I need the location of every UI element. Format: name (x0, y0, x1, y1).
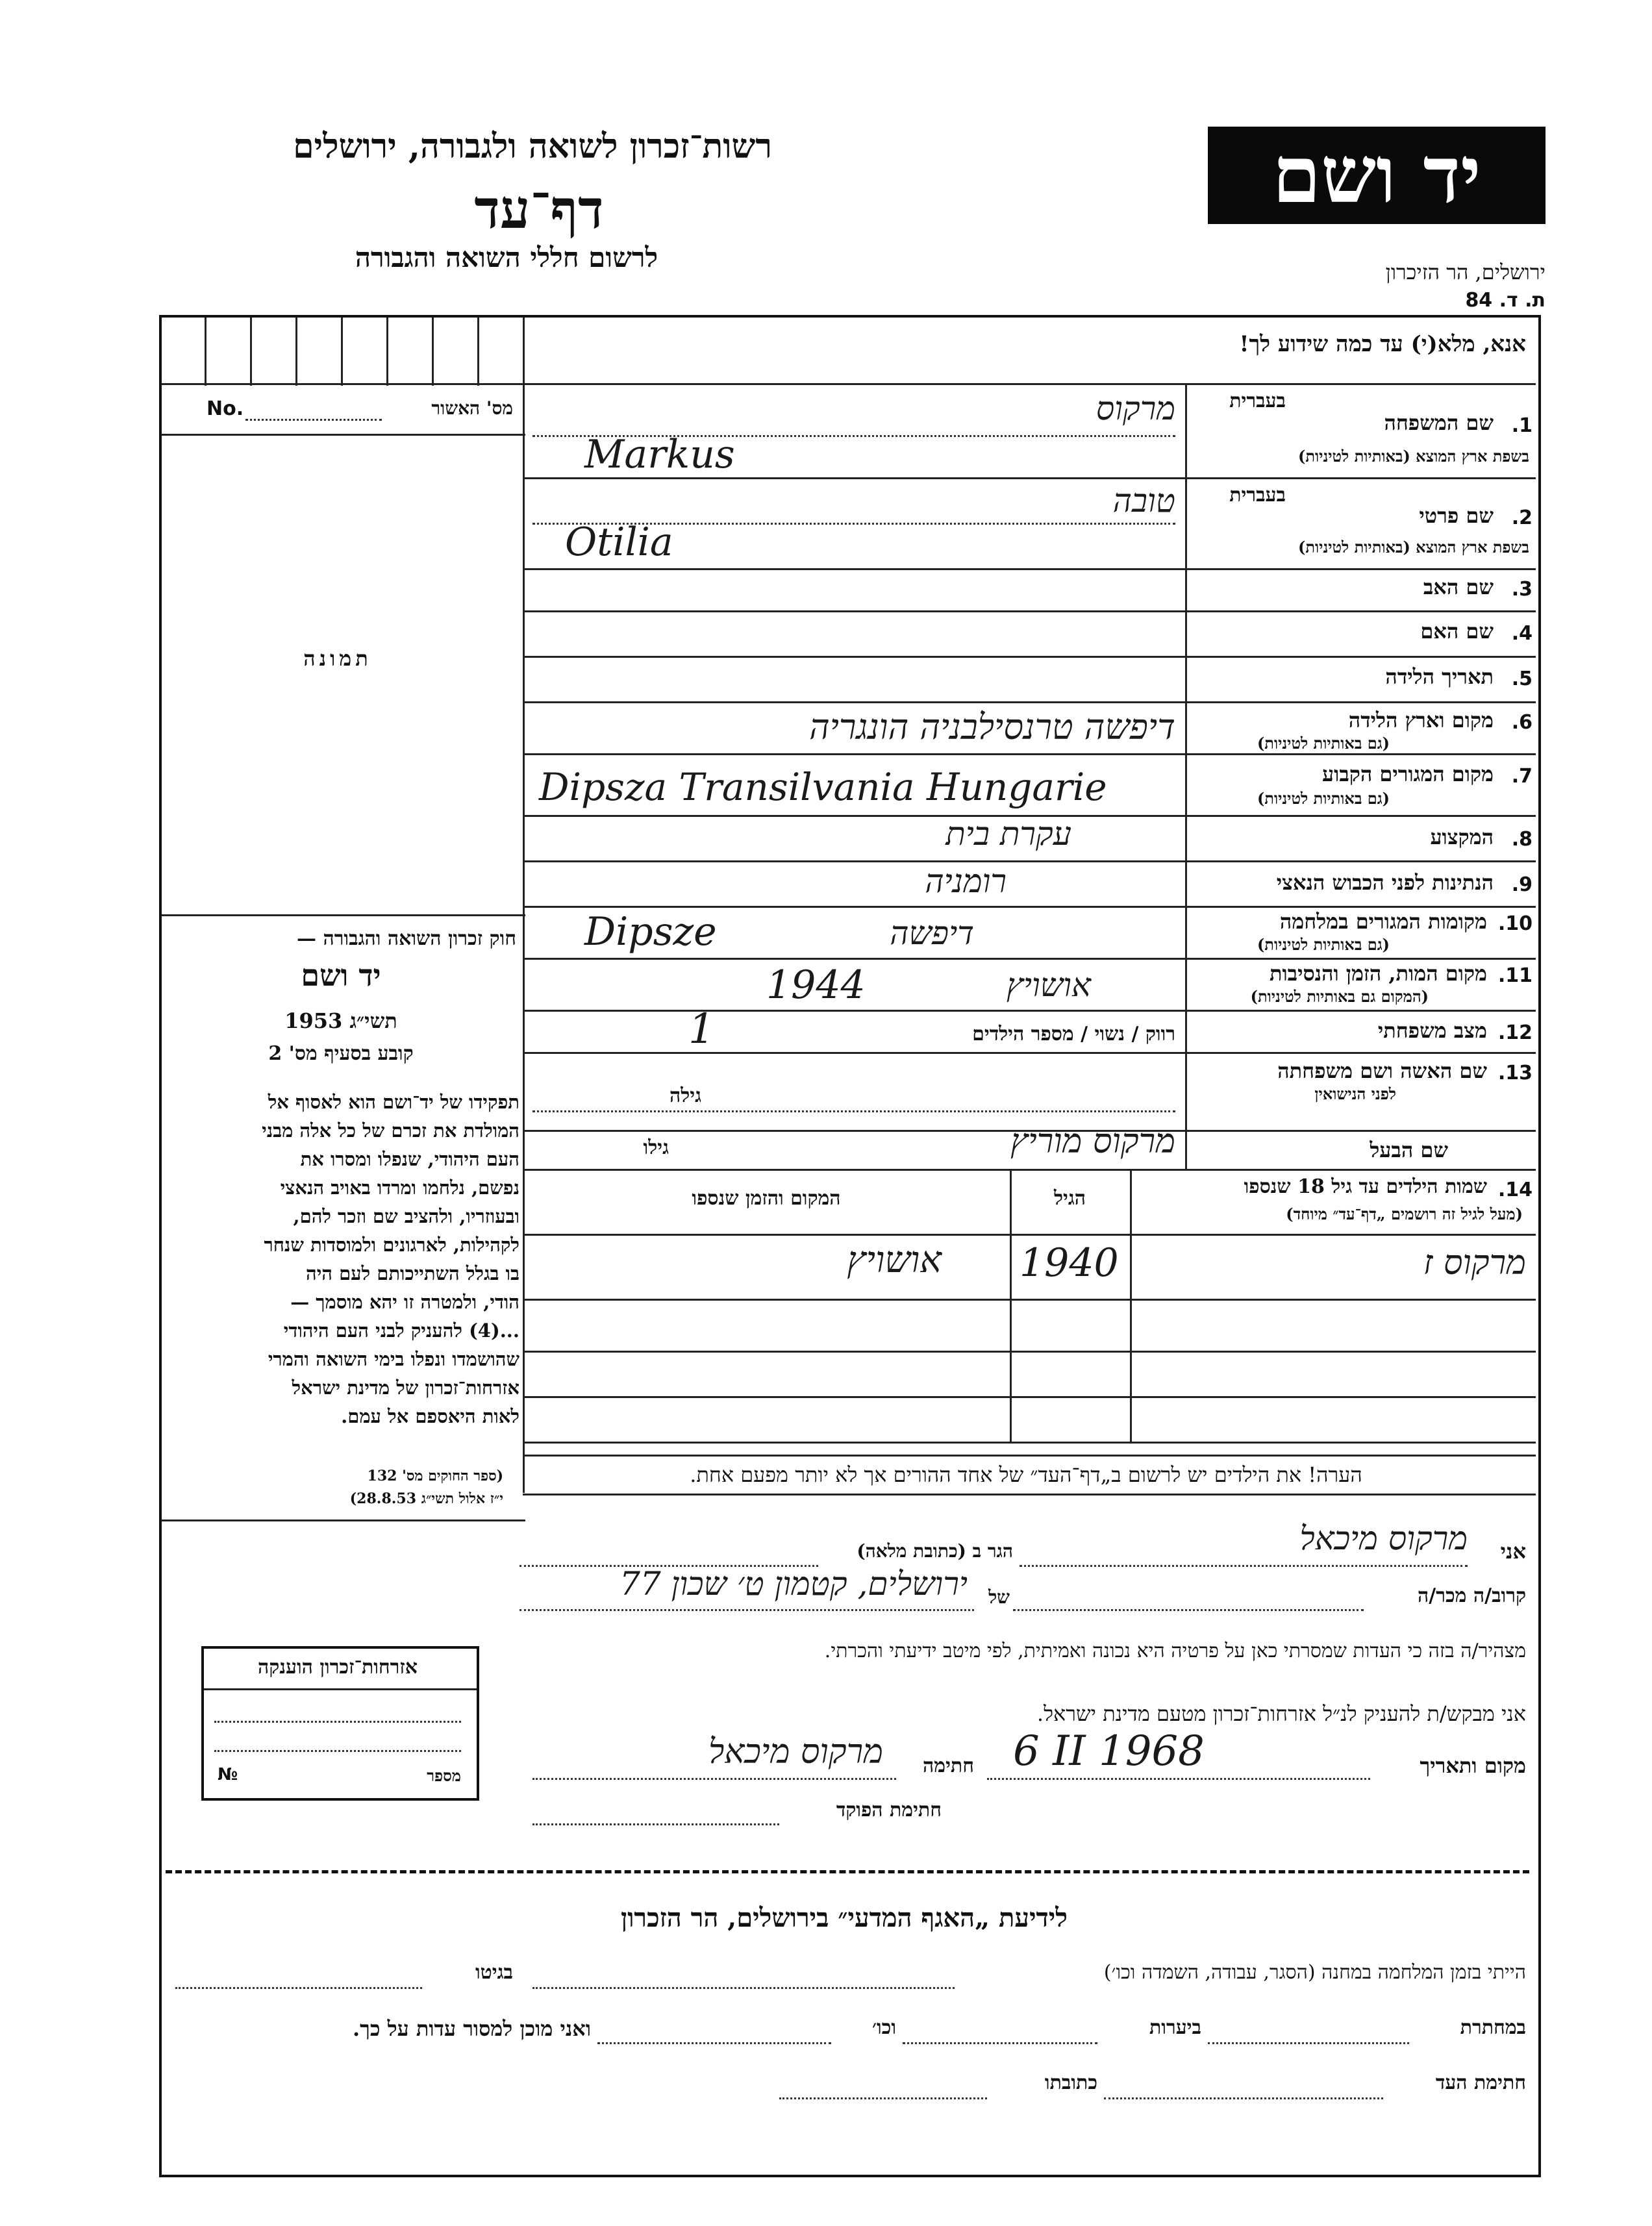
occupation-value: עקרת בית (945, 815, 1071, 853)
law-line: שהושמדו ונפלו בימי השואה והמרי (268, 1348, 519, 1370)
declarant-name-value: מרקוס מיכאל (1299, 1519, 1468, 1557)
field-6-sub: (גם באותיות לטיניות) (1257, 734, 1390, 753)
address: ירושלים, הר הזיכרון (1385, 260, 1546, 284)
field-7-number: 7. (1511, 765, 1533, 788)
field-1-label: שם המשפחה (1384, 410, 1494, 435)
field-9-label: הנתינות לפני הכבוש הנאצי (1276, 870, 1494, 895)
law-section: קובע בסעיף מס' 2 (268, 1042, 414, 1065)
scientific-dept-title: לידיעת „האגף המדעי״ בירושלים, הר הזכרון (621, 1903, 1068, 1933)
law-line: תפקידו של יד־ושם הוא לאסוף אל (268, 1091, 519, 1113)
field-14-sub: (מעל לגיל זה רושמים „דף־עד״ מיוחד) (1286, 1205, 1523, 1223)
husband-label: שם הבעל (1370, 1138, 1448, 1162)
witness-address-label: כתובתו (1044, 2071, 1097, 2094)
field-7-label: מקום המגורים הקבוע (1322, 762, 1494, 786)
law-line: אזרחות־זכרון של מדינת ישראל (292, 1377, 519, 1399)
number-label: No. (206, 397, 244, 420)
official-signature-label: חתימת הפוקד (836, 1799, 942, 1821)
field-4-label: שם האם (1420, 619, 1494, 644)
field-1-sub-latin: בשפת ארץ המוצא (באותיות לטיניות) (1298, 447, 1529, 466)
field-5-label: תאריך הלידה (1385, 664, 1494, 689)
signature-value: מרקוס מיכאל (708, 1732, 883, 1771)
field-3-number: 3. (1511, 578, 1533, 601)
law-line: המולדת את זכרם של כל אלה מבני (262, 1119, 519, 1142)
column-age: הגיל (1053, 1187, 1086, 1210)
field-3-label: שם האב (1423, 575, 1494, 599)
place-date-label: מקום ותאריך (1420, 1753, 1526, 1778)
field-13-number: 13. (1497, 1062, 1533, 1084)
child-name-value: מרקוס ז (1423, 1244, 1526, 1282)
field-14-number: 14. (1497, 1179, 1533, 1201)
law-line: הודי, ולמטרה זו יהא מוסמך — (290, 1291, 519, 1313)
law-line: ובעוזריו, ולהציב שם וזכר להם, (293, 1205, 519, 1227)
law-year: תשי״ג 1953 (284, 1008, 397, 1033)
wartime-residence-latin: Dipsze (584, 909, 717, 955)
children-count-value: 1 (688, 1005, 715, 1053)
citizenship-box-title: אזרחות־זכרון הוענקה (257, 1656, 418, 1679)
citizenship-number-label: מספר (427, 1766, 461, 1785)
children-note: הערה! את הילדים יש לרשום ב„דף־העד״ של אחד ההורים אך לא יותר מפעם אחת. (690, 1462, 1362, 1487)
field-8-number: 8. (1511, 828, 1533, 851)
law-title: חוק זכרון השואה והגבורה — (297, 927, 516, 950)
relation-label: קרוב/ה מכר/ה (1418, 1584, 1526, 1607)
field-11-label: מקום המות, הזמן והנסיבות (1269, 961, 1487, 986)
surname-hebrew-value: מרקוס (1095, 390, 1175, 427)
child-year-value: 1940 (1020, 1240, 1119, 1286)
citizenship-request: אני מבקש/ת להעניק לנ״ל אזרחות־זכרון מטעם מדינת ישראל. (1036, 1701, 1526, 1726)
separator (166, 1870, 1529, 1873)
law-date: י״ז אלול תשי״ג 28.8.53) (349, 1490, 503, 1507)
form-subtitle: לרשום חללי השואה והגבורה (355, 242, 658, 273)
given-name-latin-value: Otilia (565, 519, 673, 565)
photo-label: תמונה (303, 646, 372, 671)
field-6-number: 6. (1511, 711, 1533, 734)
birthplace-value: דיפשה טרנסילבניה הונגריה (809, 707, 1175, 747)
death-place-value: אושויץ (1006, 966, 1091, 1004)
of-label: של (988, 1586, 1010, 1608)
field-6-label: מקום וארץ הלידה (1348, 708, 1494, 732)
law-line: ...(4) להעניק לבני העם היהודי (283, 1319, 519, 1342)
field-2-sub-latin: בשפת ארץ המוצא (באותיות לטיניות) (1298, 538, 1529, 556)
field-11-sub: (המקום גם באותיות לטיניות) (1250, 987, 1429, 1006)
field-2-sub-hebrew: בעברית (1229, 484, 1286, 506)
husband-name-value: מרקוס מוריץ (1010, 1122, 1175, 1161)
field-11-number: 11. (1497, 964, 1533, 987)
signature-label: חתימה (923, 1755, 974, 1777)
date-value: 6 II 1968 (1013, 1727, 1205, 1775)
field-12-number: 12. (1497, 1021, 1533, 1044)
law-reference: (ספר החוקים מס' 132 (367, 1468, 503, 1484)
field-9-number: 9. (1511, 873, 1533, 896)
po-box: ת. ד. 84 (1465, 289, 1546, 312)
death-year-value: 1944 (766, 962, 866, 1008)
witness-signature-label: חתימת העד (1435, 2071, 1526, 2094)
field-4-number: 4. (1511, 622, 1533, 645)
ghetto-label: בגיטו (475, 1961, 513, 1984)
law-line: לקהילות, לארגונים ולמוסדות שנחר (264, 1234, 519, 1256)
law-line: העם היהודי, שנפלו ומסרו את (300, 1148, 519, 1170)
field-10-number: 10. (1497, 912, 1533, 935)
declaration-statement: מצהיר/ה בזה כי העדות שמסרתי כאן על פרטיה היא נכונה ואמיתית, לפי מיטב ידיעתי והכרתי. (824, 1640, 1526, 1662)
field-12-label: מצב משפחתי (1377, 1018, 1487, 1043)
marital-status-options: רווק / נשוי / מספר הילדים (972, 1023, 1175, 1045)
camp-line-label: הייתי בזמן המלחמה במחנה (הסגר, עבודה, השמדה וכו׳) (1103, 1961, 1526, 1984)
declarant-label: אני (1500, 1539, 1526, 1564)
field-5-number: 5. (1511, 668, 1533, 690)
field-14-label: שמות הילדים עד גיל 18 שנספו (1244, 1175, 1487, 1198)
field-1-number: 1. (1511, 414, 1533, 437)
residence-address-label: הגר ב (כתובת מלאה) (857, 1540, 1013, 1562)
husband-age-label: גילו (643, 1136, 669, 1159)
law-line: לאות היאספם אל עמם. (341, 1405, 519, 1427)
etc-label: וכו׳ (872, 2016, 896, 2039)
law-line: נפשם, נלחמו ומרדו באויב הנאצי (280, 1177, 519, 1199)
child-place-value: אושויץ (847, 1239, 942, 1281)
authority-name: רשות־זכרון לשואה ולגבורה, ירושלים (293, 127, 772, 166)
address-value: ירושלים, קטמון ט׳ שכון 77 (620, 1565, 968, 1603)
field-1-sub-hebrew: בעברית (1229, 390, 1286, 412)
underground-label: במחתרת (1460, 2016, 1526, 2039)
field-10-label: מקומות המגורים במלחמה (1279, 909, 1487, 934)
willing-to-testify: ואני מוכן למסור עדות על כך. (352, 2016, 591, 2041)
form-title: דף־עד (474, 179, 604, 241)
nationality-value: רומניה (925, 862, 1007, 900)
wartime-residence-hebrew: דיפשה (890, 914, 974, 952)
field-2-number: 2. (1511, 506, 1533, 529)
wife-age-label: גילה (669, 1084, 701, 1107)
law-line: בו בגלל השתייכותם לעם היה (306, 1262, 519, 1284)
forests-label: ביערות (1149, 2016, 1201, 2039)
field-13-label: שם האשה ושם משפחתה (1277, 1058, 1487, 1083)
instruction-text: אנא, מלא(י) עד כמה שידוע לך! (1239, 331, 1526, 357)
field-8-label: המקצוע (1430, 825, 1494, 849)
column-place-time: המקום והזמן שנספו (692, 1187, 841, 1210)
field-13-sub: לפני הנישואין (1314, 1084, 1396, 1103)
approval-number-label: מס' האשור (431, 397, 513, 419)
residence-value: Dipsza Transilvania Hungarie (539, 765, 1107, 809)
given-name-hebrew-value: טובה (1112, 482, 1175, 519)
law-name: יד ושם (301, 958, 381, 993)
law-text-block (164, 1088, 519, 1431)
yad-vashem-logo: יד ושם (1208, 127, 1546, 224)
surname-latin-value: Markus (584, 432, 735, 477)
field-10-sub: (גם באותיות לטיניות) (1257, 935, 1390, 954)
field-2-label: שם פרטי (1419, 503, 1494, 528)
field-7-sub: (גם באותיות לטיניות) (1257, 789, 1390, 808)
citizenship-no-label: № (218, 1765, 238, 1784)
